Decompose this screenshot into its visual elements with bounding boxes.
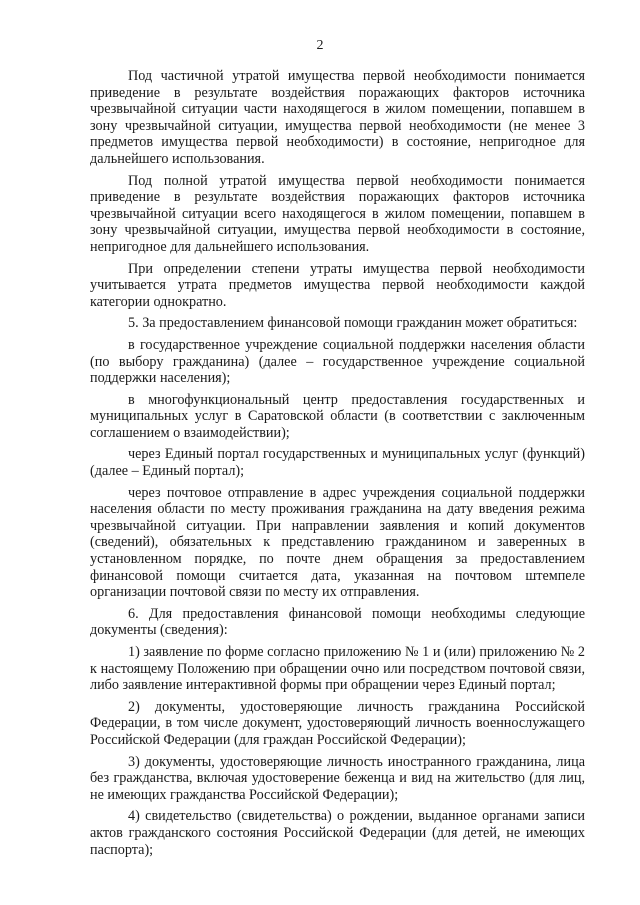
paragraph-doc-3: 3) документы, удостоверяющие личность иностранного гражданина, лица без гражданства, включая удостоверение беженца и вид на жительство (для лиц, не имеющих гражданства Российской Федерации); xyxy=(90,753,585,803)
paragraph-loss-degree: При определении степени утраты имущества первой необходимости учитывается утрата предметов имущества первой необходимости каждой категории однократно. xyxy=(90,260,585,310)
paragraph-doc-2: 2) документы, удостоверяющие личность гражданина Российской Федерации, в том числе документ, удостоверяющий личность военнослужащего Российской Федерации (для граждан Российской Федерации); xyxy=(90,698,585,748)
page-number: 2 xyxy=(316,38,324,53)
paragraph-postal: через почтовое отправление в адрес учреждения социальной поддержки населения области по месту проживания гражданина на дату введения режима чрезвычайной ситуации. При направлении заявления и копий документов (сведений), обязательных к представлению гражданином и заверенных в установленном порядке, по почте днем обращения за предоставлением финансовой помощи считается дата, указанная на почтовом штемпеле организации почтовой связи по месту их отправления. xyxy=(90,484,585,601)
paragraph-doc-1: 1) заявление по форме согласно приложению № 1 и (или) приложению № 2 к настоящему Положению при обращении очно или посредством почтовой связи, либо заявление интерактивной формы при обращении через Единый портал; xyxy=(90,644,585,694)
document-body xyxy=(90,68,585,858)
paragraph-mfc: в многофункциональный центр предоставления государственных и муниципальных услуг в Саратовской области (в соответствии с заключенным соглашением о взаимодействии); xyxy=(90,391,585,441)
paragraph-unified-portal: через Единый портал государственных и муниципальных услуг (функций) (далее – Единый портал); xyxy=(90,446,585,480)
paragraph-full-loss: Под полной утратой имущества первой необходимости понимается приведение в результате воздействия поражающих факторов источника чрезвычайной ситуации всего находящегося в жилом помещении, попавшем в зону чрезвычайной ситуации, имущества первой необходимости в состояние, непригодное для дальнейшего использования. xyxy=(90,172,585,255)
paragraph-item-6: 6. Для предоставления финансовой помощи необходимы следующие документы (сведения): xyxy=(90,605,585,639)
paragraph-doc-4: 4) свидетельство (свидетельства) о рождении, выданное органами записи актов гражданского состояния Российской Федерации (для детей, не имеющих паспорта); xyxy=(90,808,585,858)
paragraph-state-institution: в государственное учреждение социальной поддержки населения области (по выбору гражданина) (далее – государственное учреждение социальной поддержки населения); xyxy=(90,336,585,387)
paragraph-partial-loss: Под частичной утратой имущества первой необходимости понимается приведение в результате воздействия поражающих факторов источника чрезвычайной ситуации части находящегося в жилом помещении, попавшем в зону чрезвычайной ситуации, имущества первой необходимости (не менее 3 предметов имущества первой необходимости) в состояние, непригодное для дальнейшего использования. xyxy=(90,68,585,167)
paragraph-item-5: 5. За предоставлением финансовой помощи гражданин может обратиться: xyxy=(128,315,578,332)
